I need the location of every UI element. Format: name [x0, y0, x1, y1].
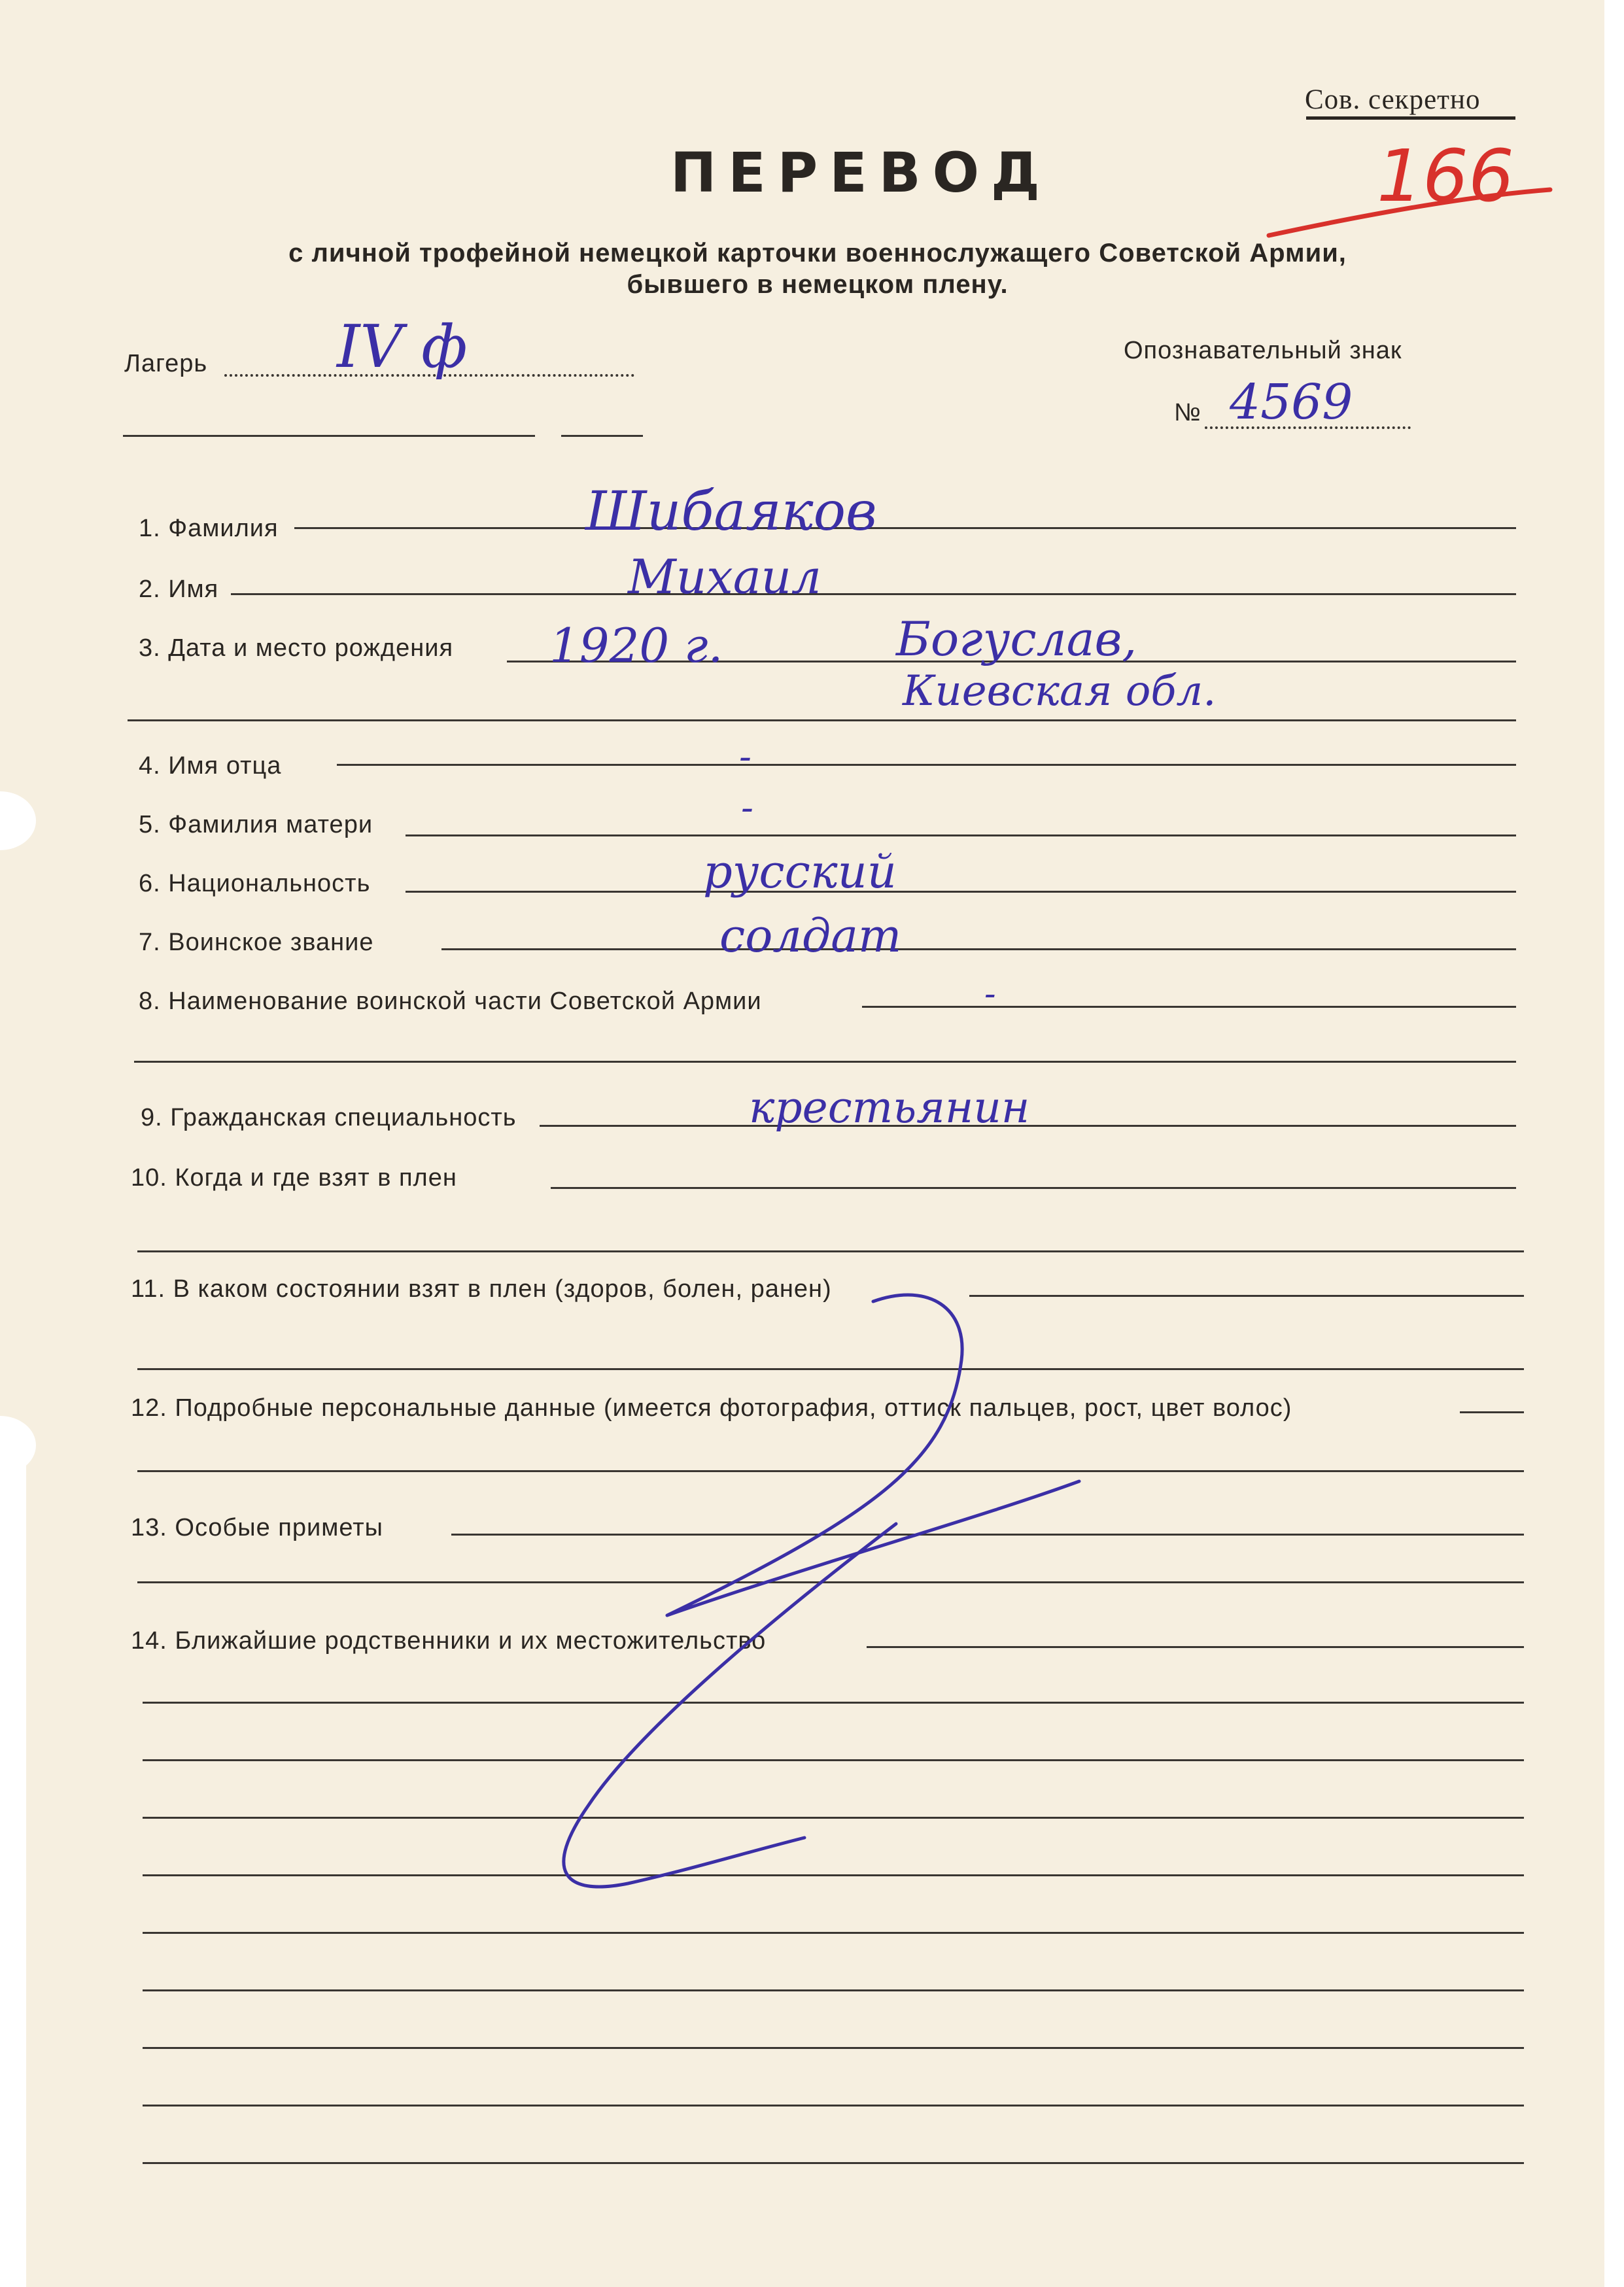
field-1-label: 1. Фамилия: [139, 515, 279, 542]
field-10-label: 10. Когда и где взят в плен: [131, 1164, 457, 1192]
camp-value: IV ф: [337, 313, 468, 381]
id-tag-label: Опознавательный знак: [1124, 337, 1402, 364]
field-4-label: 4. Имя отца: [139, 752, 282, 780]
field-9-value: крестьянин: [749, 1082, 1030, 1133]
field-6-label: 6. Национальность: [139, 870, 371, 897]
field-7-label: 7. Воинское звание: [139, 929, 374, 956]
field-3-date: 1920 г.: [549, 618, 723, 673]
record-number: 166: [1377, 134, 1514, 218]
field-3-place-line2: Киевская обл.: [903, 667, 1217, 715]
document-subtitle-line1: с личной трофейной немецкой карточки военнослужащего Советской Армии,: [288, 239, 1347, 267]
id-tag-number: 4569: [1230, 374, 1353, 430]
field-13-label: 13. Особые приметы: [131, 1514, 383, 1541]
red-underline-stroke: [1269, 190, 1550, 235]
field-3-place-line1: Богуслав,: [896, 611, 1137, 666]
field-9-label: 9. Гражданская специальность: [141, 1104, 517, 1131]
field-2-value: Михаил: [628, 549, 821, 604]
document-subtitle-line2: бывшего в немецком плену.: [627, 270, 1009, 299]
field-3-label: 3. Дата и место рождения: [139, 634, 454, 662]
field-2-label: 2. Имя: [139, 576, 219, 603]
field-6-value: русский: [703, 845, 897, 899]
field-11-label: 11. В каком состоянии взят в плен (здоров, болен, ранен): [131, 1275, 832, 1303]
field-7-value: солдат: [719, 909, 902, 963]
field-1-value: Шибаяков: [585, 481, 877, 543]
field-14-label: 14. Ближайшие родственники и их местожительство: [131, 1627, 767, 1655]
cancellation-z-stroke: [564, 1295, 1079, 1887]
classification-stamp: Сов. секретно: [1305, 84, 1481, 115]
field-8-value: -: [984, 974, 996, 1014]
field-12-label: 12. Подробные персональные данные (имеется фотография, оттиск пальцев, рост, цвет волос): [131, 1394, 1292, 1422]
field-4-value: -: [739, 736, 752, 778]
id-tag-number-prefix: №: [1174, 399, 1201, 426]
document-title: ПЕРЕВОД: [670, 141, 1052, 205]
field-5-value: -: [741, 787, 753, 829]
field-8-label: 8. Наименование воинской части Советской Армии: [139, 988, 762, 1015]
camp-label: Лагерь: [124, 350, 208, 377]
field-5-label: 5. Фамилия матери: [139, 811, 373, 838]
